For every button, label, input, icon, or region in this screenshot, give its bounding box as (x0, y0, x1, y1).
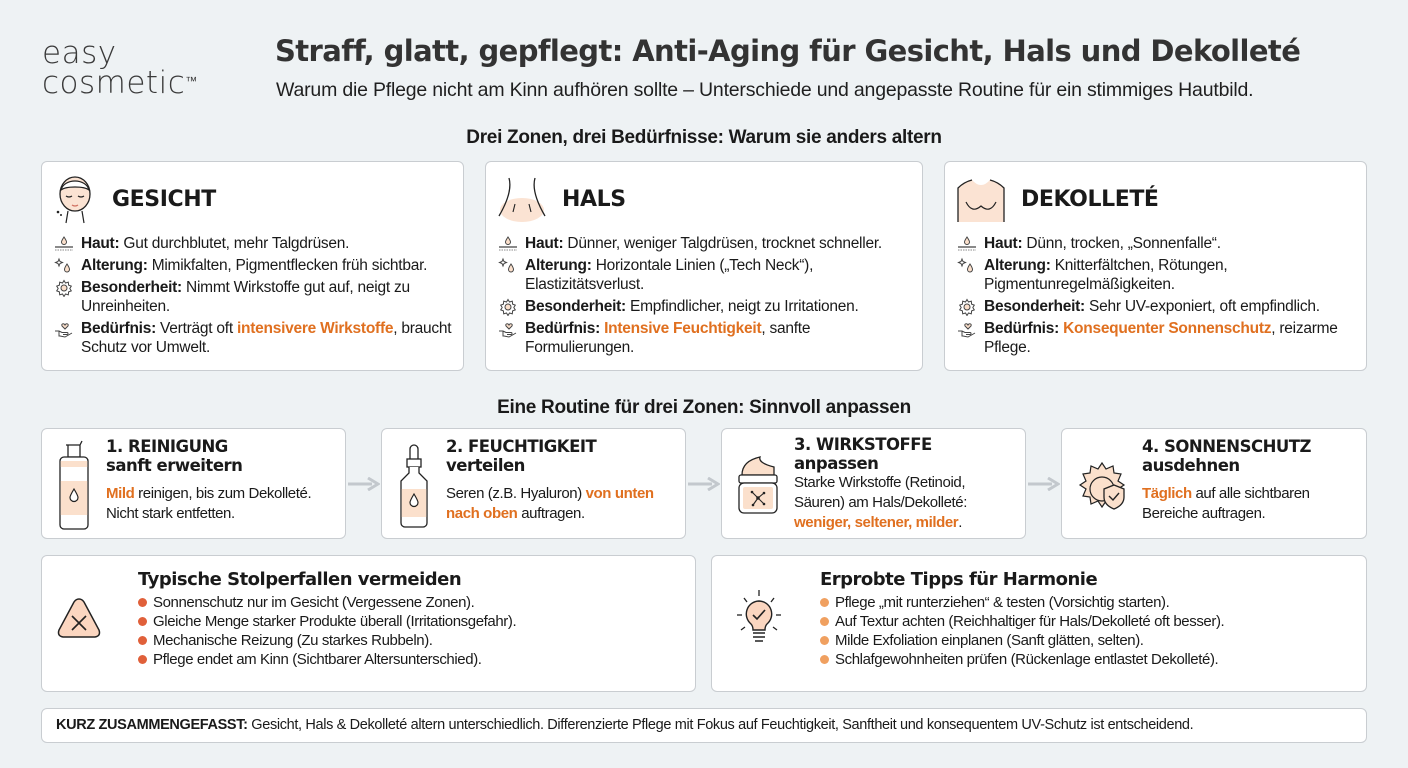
zones-heading: Drei Zonen, drei Bedürfnisse: Warum sie anders altern (466, 127, 942, 148)
step-subtitle: ausdehnen (1142, 456, 1240, 475)
zone-card-dekollete (944, 161, 1367, 371)
arrow-right-icon (348, 477, 380, 491)
heart-hand-icon (957, 320, 977, 338)
zone-alterung-row: Alterung: Knitterfältchen, Rötungen, Pigmentunregelmäßigkeiten. (957, 256, 1356, 294)
zone-haut-row: Haut: Dünner, weniger Talgdrüsen, trocknet schneller. (498, 234, 912, 253)
skin-layer-icon (54, 235, 74, 253)
skin-layer-icon (498, 235, 518, 253)
tip-item: Milde Exfoliation einplanen (Sanft glätten, selten). (820, 631, 1224, 650)
step-subtitle: anpassen (794, 454, 879, 473)
brand-line-2: cosmetic (42, 65, 186, 101)
bullet-dot (138, 617, 147, 626)
trademark: ™ (185, 74, 198, 88)
step-title: 4. SONNENSCHUTZ (1142, 437, 1312, 456)
bullet-dot (820, 598, 829, 607)
serum-dropper-icon (396, 437, 432, 531)
tip-item: Auf Textur achten (Reichhaltiger für Hals/Dekolleté oft besser). (820, 612, 1224, 631)
step-body: Seren (z.B. Hyaluron) von unten nach oben auftragen. (446, 485, 654, 522)
pitfalls-card (41, 555, 696, 692)
pitfall-item: Mechanische Reizung (Zu starkes Rubbeln). (138, 631, 516, 650)
zone-title: HALS (562, 186, 626, 212)
step-subtitle: sanft erweitern (106, 456, 243, 475)
zone-card-hals (485, 161, 923, 371)
brand-line-1: easy (42, 35, 117, 71)
warning-x-icon (56, 596, 102, 640)
zone-haut-row: Haut: Dünn, trocken, „Sonnenfalle“. (957, 234, 1356, 253)
pitfall-item: Gleiche Menge starker Produkte überall (Irritationsgefahr). (138, 612, 516, 631)
zone-beduerfnis-row: Bedürfnis: Verträgt oft intensivere Wirkstoffe, braucht Schutz vor Umwelt. (54, 319, 453, 357)
flower-gear-icon (957, 298, 977, 316)
step-body: Starke Wirkstoffe (Retinoid, Säuren) am Hals/Dekolleté: weniger, seltener, milder. (794, 474, 968, 531)
zone-beduerfnis-row: Bedürfnis: Intensive Feuchtigkeit, sanfte Formulierungen. (498, 319, 912, 357)
zone-title: GESICHT (112, 186, 216, 212)
cream-jar-icon (736, 435, 780, 529)
tip-item: Schlafgewohnheiten prüfen (Rückenlage entlastet Dekolleté). (820, 650, 1224, 669)
pitfall-item: Pflege endet am Kinn (Sichtbarer Altersunterschied). (138, 650, 516, 669)
routine-step-2 (381, 428, 686, 539)
zone-title: DEKOLLETÉ (1021, 186, 1159, 212)
zone-besonderheit-row: Besonderheit: Empfindlicher, neigt zu Irritationen. (498, 297, 912, 316)
routine-step-3 (721, 428, 1026, 539)
tips-card (711, 555, 1367, 692)
sparkle-drop-icon (54, 257, 74, 275)
cleanser-bottle-icon (56, 437, 92, 531)
routine-step-1 (41, 428, 346, 539)
zone-alterung-row: Alterung: Horizontale Linien („Tech Neck“), Elastizitätsverlust. (498, 256, 912, 294)
bullet-dot (138, 636, 147, 645)
flower-gear-icon (498, 298, 518, 316)
routine-heading: Eine Routine für drei Zonen: Sinnvoll anpassen (497, 397, 911, 418)
sparkle-drop-icon (957, 257, 977, 275)
step-body: Mild reinigen, bis zum Dekolleté. Nicht stark entfetten. (106, 485, 312, 522)
bullet-dot (138, 655, 147, 664)
tips-title: Erprobte Tipps für Harmonie (820, 569, 1098, 590)
bullet-dot (820, 636, 829, 645)
step-title: 2. FEUCHTIGKEIT (446, 437, 597, 456)
skin-layer-icon (957, 235, 977, 253)
sun-shield-icon (1076, 437, 1132, 531)
arrow-right-icon (1028, 477, 1060, 491)
step-body: Täglich auf alle sichtbaren Bereiche auftragen. (1142, 485, 1310, 522)
page-title: Straff, glatt, gepflegt: Anti-Aging für Gesicht, Hals und Dekolleté (275, 34, 1301, 68)
pitfalls-title: Typische Stolperfallen vermeiden (138, 569, 462, 590)
zone-alterung-row: Alterung: Mimikfalten, Pigmentflecken früh sichtbar. (54, 256, 453, 275)
zone-card-gesicht (41, 161, 464, 371)
heart-hand-icon (54, 320, 74, 338)
bullet-dot (820, 655, 829, 664)
zone-besonderheit-row: Besonderheit: Sehr UV-exponiert, oft empfindlich. (957, 297, 1356, 316)
arrow-right-icon (688, 477, 720, 491)
zone-haut-row: Haut: Gut durchblutet, mehr Talgdrüsen. (54, 234, 453, 253)
bullet-dot (820, 617, 829, 626)
flower-gear-icon (54, 279, 74, 297)
summary-text: Gesicht, Hals & Dekolleté altern unterschiedlich. Differenzierte Pflege mit Fokus auf Feuchtigkeit, Sanftheit und konsequentem UV-Schutz ist entscheidend. (247, 717, 1194, 733)
step-subtitle: verteilen (446, 456, 525, 475)
heart-hand-icon (498, 320, 518, 338)
zone-besonderheit-row: Besonderheit: Nimmt Wirkstoffe gut auf, neigt zu Unreinheiten. (54, 278, 453, 316)
summary-label: KURZ ZUSAMMENGEFASST: (56, 717, 248, 733)
brand-logo (42, 35, 198, 101)
tip-item: Pflege „mit runterziehen“ & testen (Vorsichtig starten). (820, 593, 1224, 612)
face-icon (52, 174, 98, 224)
routine-step-4 (1061, 428, 1367, 539)
pitfall-item: Sonnenschutz nur im Gesicht (Vergessene Zonen). (138, 593, 516, 612)
step-title: 1. REINIGUNG (106, 437, 228, 456)
zone-beduerfnis-row: Bedürfnis: Konsequenter Sonnenschutz, reizarme Pflege. (957, 319, 1356, 357)
neck-icon (496, 174, 548, 224)
decollete-icon (955, 174, 1007, 224)
sparkle-drop-icon (498, 257, 518, 275)
lightbulb-check-icon (734, 588, 784, 650)
bullet-dot (138, 598, 147, 607)
step-title: 3. WIRKSTOFFE (794, 435, 932, 454)
summary-bar (41, 708, 1367, 743)
page-subtitle: Warum die Pflege nicht am Kinn aufhören sollte – Unterschiede und angepasste Routine für ein stimmiges Hautbild. (276, 79, 1254, 101)
